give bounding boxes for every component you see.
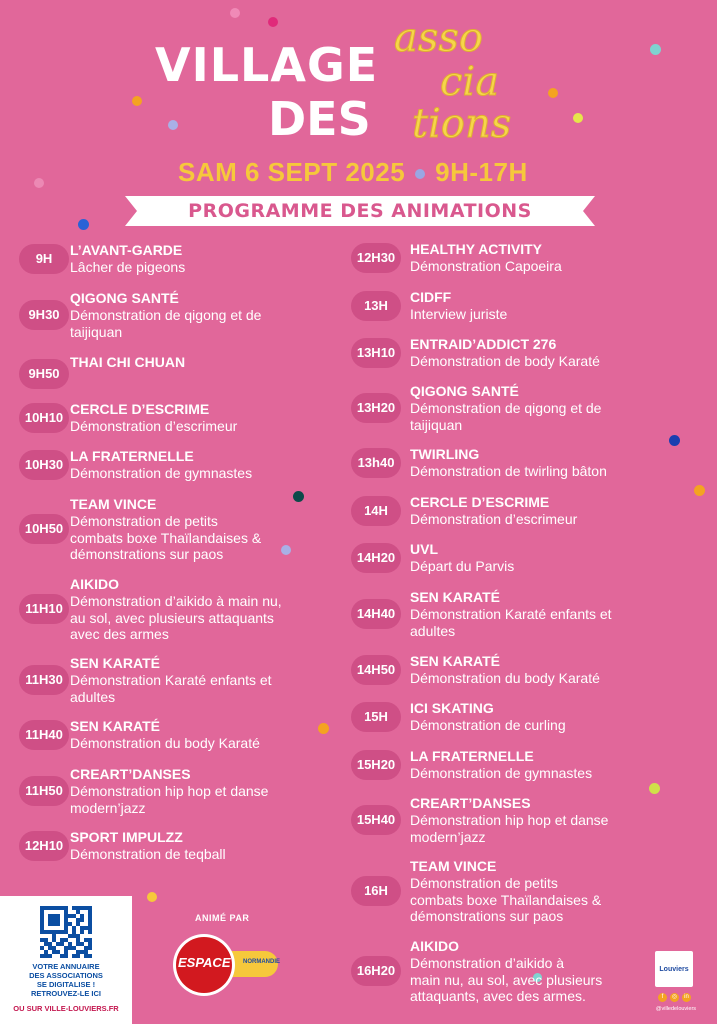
activity-title: ENTRAID’ADDICT 276 [410, 336, 557, 352]
qr-panel [0, 896, 132, 1024]
activity-description-line: Démonstration Karaté enfants et [410, 606, 612, 622]
confetti-dot [649, 783, 660, 794]
activity-description-line: démonstrations sur paos [410, 908, 564, 924]
activity-description-line: Interview juriste [410, 306, 508, 322]
confetti-dot [669, 435, 680, 446]
time-badge: 9H [19, 244, 69, 274]
activity-description-line: modern’jazz [70, 799, 146, 816]
title-assoc-1: asso [394, 15, 483, 61]
activity-title: SEN KARATÉ [410, 589, 500, 605]
instagram-icon[interactable]: ◎ [671, 994, 678, 1000]
activity-description-line: attaquants, avec des armes. [410, 988, 586, 1004]
activity-title: ICI SKATING [410, 700, 494, 716]
time-badge: 11H40 [19, 720, 69, 750]
qr-caption-line: RETROUVEZ-LE ICI [30, 989, 101, 998]
time-badge: 13H10 [351, 338, 401, 368]
time-badge: 9H30 [19, 300, 69, 330]
activity-description-line: adultes [70, 688, 116, 705]
time-badge: 11H30 [19, 665, 69, 695]
activity-description-line: Démonstration hip hop et danse [410, 812, 609, 828]
confetti-dot [650, 44, 661, 55]
louviers-logo-text: Louviers [659, 966, 689, 973]
activity-title: CERCLE D’ESCRIME [410, 494, 550, 510]
activity-description-line: Démonstration d’escrimeur [70, 418, 238, 434]
confetti-dot [694, 485, 705, 496]
activity-description-line: Démonstration Capoeira [410, 258, 562, 274]
title-des: DES [268, 92, 371, 146]
event-date: SAM 6 SEPT 2025 [178, 157, 406, 187]
confetti-dot [168, 120, 178, 130]
time-badge: 13h40 [351, 448, 401, 478]
website-link[interactable]: OU SUR VILLE-LOUVIERS.FR [13, 1004, 119, 1013]
activity-description-line: Démonstration d’escrimeur [410, 511, 578, 527]
activity-description-line: modern’jazz [410, 828, 486, 845]
activity-description-line: Démonstration de qigong et de [70, 307, 262, 323]
confetti-dot [293, 491, 304, 502]
activity-title: TEAM VINCE [70, 496, 157, 512]
qr-code-icon[interactable] [40, 906, 92, 958]
activity-title: CERCLE D’ESCRIME [70, 401, 210, 417]
activity-description-line: Démonstration de body Karaté [410, 353, 600, 369]
activity-description-line: Démonstration du body Karaté [70, 735, 260, 751]
qr-caption [4, 962, 128, 998]
confetti-dot [318, 723, 329, 734]
time-badge: 16H20 [351, 956, 401, 986]
time-badge: 11H10 [19, 594, 69, 624]
qr-caption-line: SE DIGITALISE ! [36, 980, 96, 989]
confetti-dot [147, 892, 157, 902]
time-badge: 15H20 [351, 750, 401, 780]
title-assoc-2: cia [440, 59, 500, 105]
time-badge: 9H50 [19, 359, 69, 389]
facebook-icon[interactable]: f [658, 993, 667, 1002]
time-badge: 10H50 [19, 514, 69, 544]
time-badge: 12H30 [351, 243, 401, 273]
title-village: VILLAGE [155, 38, 379, 92]
activity-description-line: Démonstration de gymnastes [70, 465, 253, 481]
confetti-dot [34, 178, 44, 188]
confetti-dot [573, 113, 583, 123]
activity-description-line: Démonstration de teqball [70, 846, 226, 862]
activity-title: QIGONG SANTÉ [410, 383, 519, 399]
time-badge: 10H30 [19, 450, 69, 480]
activity-description-line: Démonstration de twirling bâton [410, 463, 607, 479]
time-badge: 13H [351, 291, 401, 321]
activity-title: THAI CHI CHUAN [70, 354, 186, 370]
activity-description-line: Démonstration de curling [410, 717, 566, 733]
time-badge: 14H20 [351, 543, 401, 573]
confetti-dot [230, 8, 240, 18]
qr-caption-line: DES ASSOCIATIONS [29, 971, 103, 980]
activity-description-line: Démonstration Karaté enfants et [70, 672, 272, 688]
sponsor-name: ESPACE [178, 955, 231, 970]
activity-description-line: Démonstration de qigong et de [410, 400, 602, 416]
social-handle: @villedelouviers [655, 1006, 697, 1012]
confetti-dot [132, 96, 142, 106]
activity-description-line: Démonstration de petits [70, 513, 218, 529]
activity-title: CREART’DANSES [410, 795, 531, 811]
activity-description-line: main nu, au sol, avec plusieurs [410, 971, 603, 988]
anime-par-label: ANIMÉ PAR [195, 913, 250, 923]
activity-description-line: Démonstration de petits [410, 875, 558, 891]
activity-title: QIGONG SANTÉ [70, 290, 179, 306]
time-badge: 14H50 [351, 655, 401, 685]
time-badge: 16H [351, 876, 401, 906]
activity-description-line: avec des armes [70, 626, 169, 642]
activity-description-line: combats boxe Thaïlandaises & [70, 529, 262, 546]
activity-title: CIDFF [410, 289, 452, 305]
activity-title: SEN KARATÉ [70, 655, 160, 671]
activity-description-line: combats boxe Thaïlandaises & [410, 891, 602, 908]
activity-title: SEN KARATÉ [410, 653, 500, 669]
time-badge: 11H50 [19, 776, 69, 806]
activity-description-line: Démonstration de gymnastes [410, 765, 593, 781]
activity-title: HEALTHY ACTIVITY [410, 241, 542, 257]
activity-description-line: au sol, avec plusieurs attaquants [70, 609, 274, 626]
confetti-dot [78, 219, 89, 230]
activity-description-line: taijiquan [70, 323, 123, 340]
activity-title: LA FRATERNELLE [70, 448, 194, 464]
time-badge: 14H40 [351, 599, 401, 629]
activity-description-line: Démonstration d’aikido à main nu, [70, 593, 282, 609]
activity-title: AIKIDO [410, 938, 459, 954]
event-date-line [178, 157, 528, 188]
time-badge: 13H20 [351, 393, 401, 423]
activity-description-line: démonstrations sur paos [70, 546, 224, 562]
title-assoc-3: tions [412, 101, 512, 147]
activity-title: SEN KARATÉ [70, 718, 160, 734]
activity-title: SPORT IMPULZZ [70, 829, 183, 845]
activity-title: TWIRLING [410, 446, 480, 462]
time-badge: 15H [351, 702, 401, 732]
banner-title: PROGRAMME DES ANIMATIONS [188, 200, 532, 222]
activity-title: CREART’DANSES [70, 766, 191, 782]
activity-description-line: Démonstration hip hop et danse [70, 783, 269, 799]
activity-description-line: Démonstration du body Karaté [410, 670, 600, 686]
activity-description-line: Lâcher de pigeons [70, 259, 186, 275]
activity-title: TEAM VINCE [410, 858, 497, 874]
activity-description-line: adultes [410, 622, 456, 639]
confetti-dot [268, 17, 278, 27]
linkedin-icon[interactable]: in [682, 993, 691, 1002]
sponsor-region: NORMANDIE [243, 959, 280, 965]
activity-title: LA FRATERNELLE [410, 748, 534, 764]
activity-description-line: Départ du Parvis [410, 558, 515, 574]
activity-title: L’AVANT-GARDE [70, 242, 183, 258]
confetti-dot [281, 545, 291, 555]
programme-banner [125, 196, 595, 226]
time-badge: 14H [351, 496, 401, 526]
event-hours: 9H-17H [435, 157, 528, 187]
activity-description-line: Démonstration d’aikido à [410, 955, 565, 971]
date-separator-dot [415, 169, 425, 179]
qr-caption-line: VOTRE ANNUAIRE [32, 962, 100, 971]
activity-title: AIKIDO [70, 576, 119, 592]
time-badge: 15H40 [351, 805, 401, 835]
activity-title: UVL [410, 541, 438, 557]
confetti-dot [548, 88, 558, 98]
time-badge: 10H10 [19, 403, 69, 433]
time-badge: 12H10 [19, 831, 69, 861]
activity-description-line: taijiquan [410, 416, 463, 433]
